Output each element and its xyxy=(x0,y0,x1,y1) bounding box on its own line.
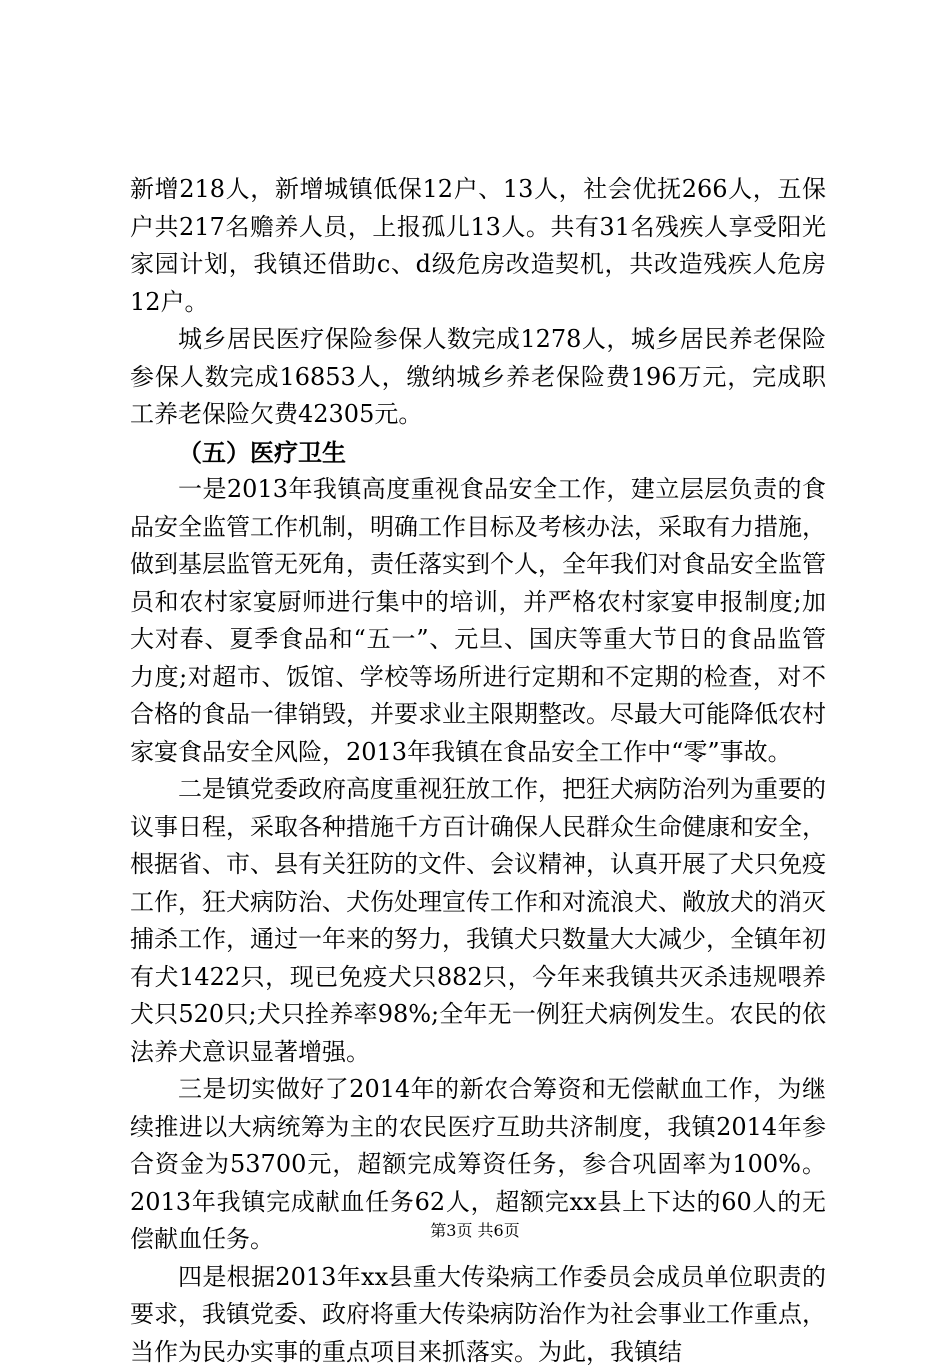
page-footer: 第3页 共6页 xyxy=(0,1218,950,1241)
document-body xyxy=(130,171,826,1371)
paragraph-social-assistance: 新增218人，新增城镇低保12户、13人，社会优抚266人，五保户共217名赡养人员，上报孤儿13人。共有31名残疾人享受阳光家园计划，我镇还借助c、d级危房改造契机，共改造残疾人危房12户。 xyxy=(130,171,826,321)
paragraph-infectious-disease: 四是根据2013年xx县重大传染病工作委员会成员单位职责的要求，我镇党委、政府将重大传染病防治作为社会事业工作重点，当作为民办实事的重点项目来抓落实。为此，我镇结 xyxy=(130,1259,826,1371)
paragraph-rabies-control: 二是镇党委政府高度重视狂放工作，把狂犬病防治列为重要的议事日程，采取各种措施千方百计确保人民群众生命健康和安全，根据省、市、县有关狂防的文件、会议精神，认真开展了犬只免疫工作，狂犬病防治、犬伤处理宣传工作和对流浪犬、敞放犬的消灭捕杀工作，通过一年来的努力，我镇犬只数量大大减少，全镇年初有犬1422只，现已免疫犬只882只，今年来我镇共灭杀违规喂养犬只520只;犬只拴养率98%;全年无一例狂犬病例发生。农民的依法养犬意识显著增强。 xyxy=(130,771,826,1071)
section-heading-medical: （五）医疗卫生 xyxy=(130,434,826,472)
paragraph-rural-cooperative-medical: 三是切实做好了2014年的新农合筹资和无偿献血工作，为继续推进以大病统筹为主的农民医疗互助共济制度，我镇2014年参合资金为53700元，超额完成筹资任务，参合巩固率为100%。2013年我镇完成献血任务62人，超额完xx县上下达的60人的无偿献血任务。 xyxy=(130,1071,826,1259)
paragraph-insurance: 城乡居民医疗保险参保人数完成1278人，城乡居民养老保险参保人数完成16853人，缴纳城乡养老保险费196万元，完成职工养老保险欠费42305元。 xyxy=(130,321,826,434)
paragraph-food-safety: 一是2013年我镇高度重视食品安全工作，建立层层负责的食品安全监管工作机制，明确工作目标及考核办法，采取有力措施，做到基层监管无死角，责任落实到个人，全年我们对食品安全监管员和农村家宴厨师进行集中的培训，并严格农村家宴申报制度;加大对春、夏季食品和“五一”、元旦、国庆等重大节日的食品监管力度;对超市、饭馆、学校等场所进行定期和不定期的检查，对不合格的食品一律销毁，并要求业主限期整改。尽最大可能降低农村家宴食品安全风险，2013年我镇在食品安全工作中“零”事故。 xyxy=(130,471,826,771)
